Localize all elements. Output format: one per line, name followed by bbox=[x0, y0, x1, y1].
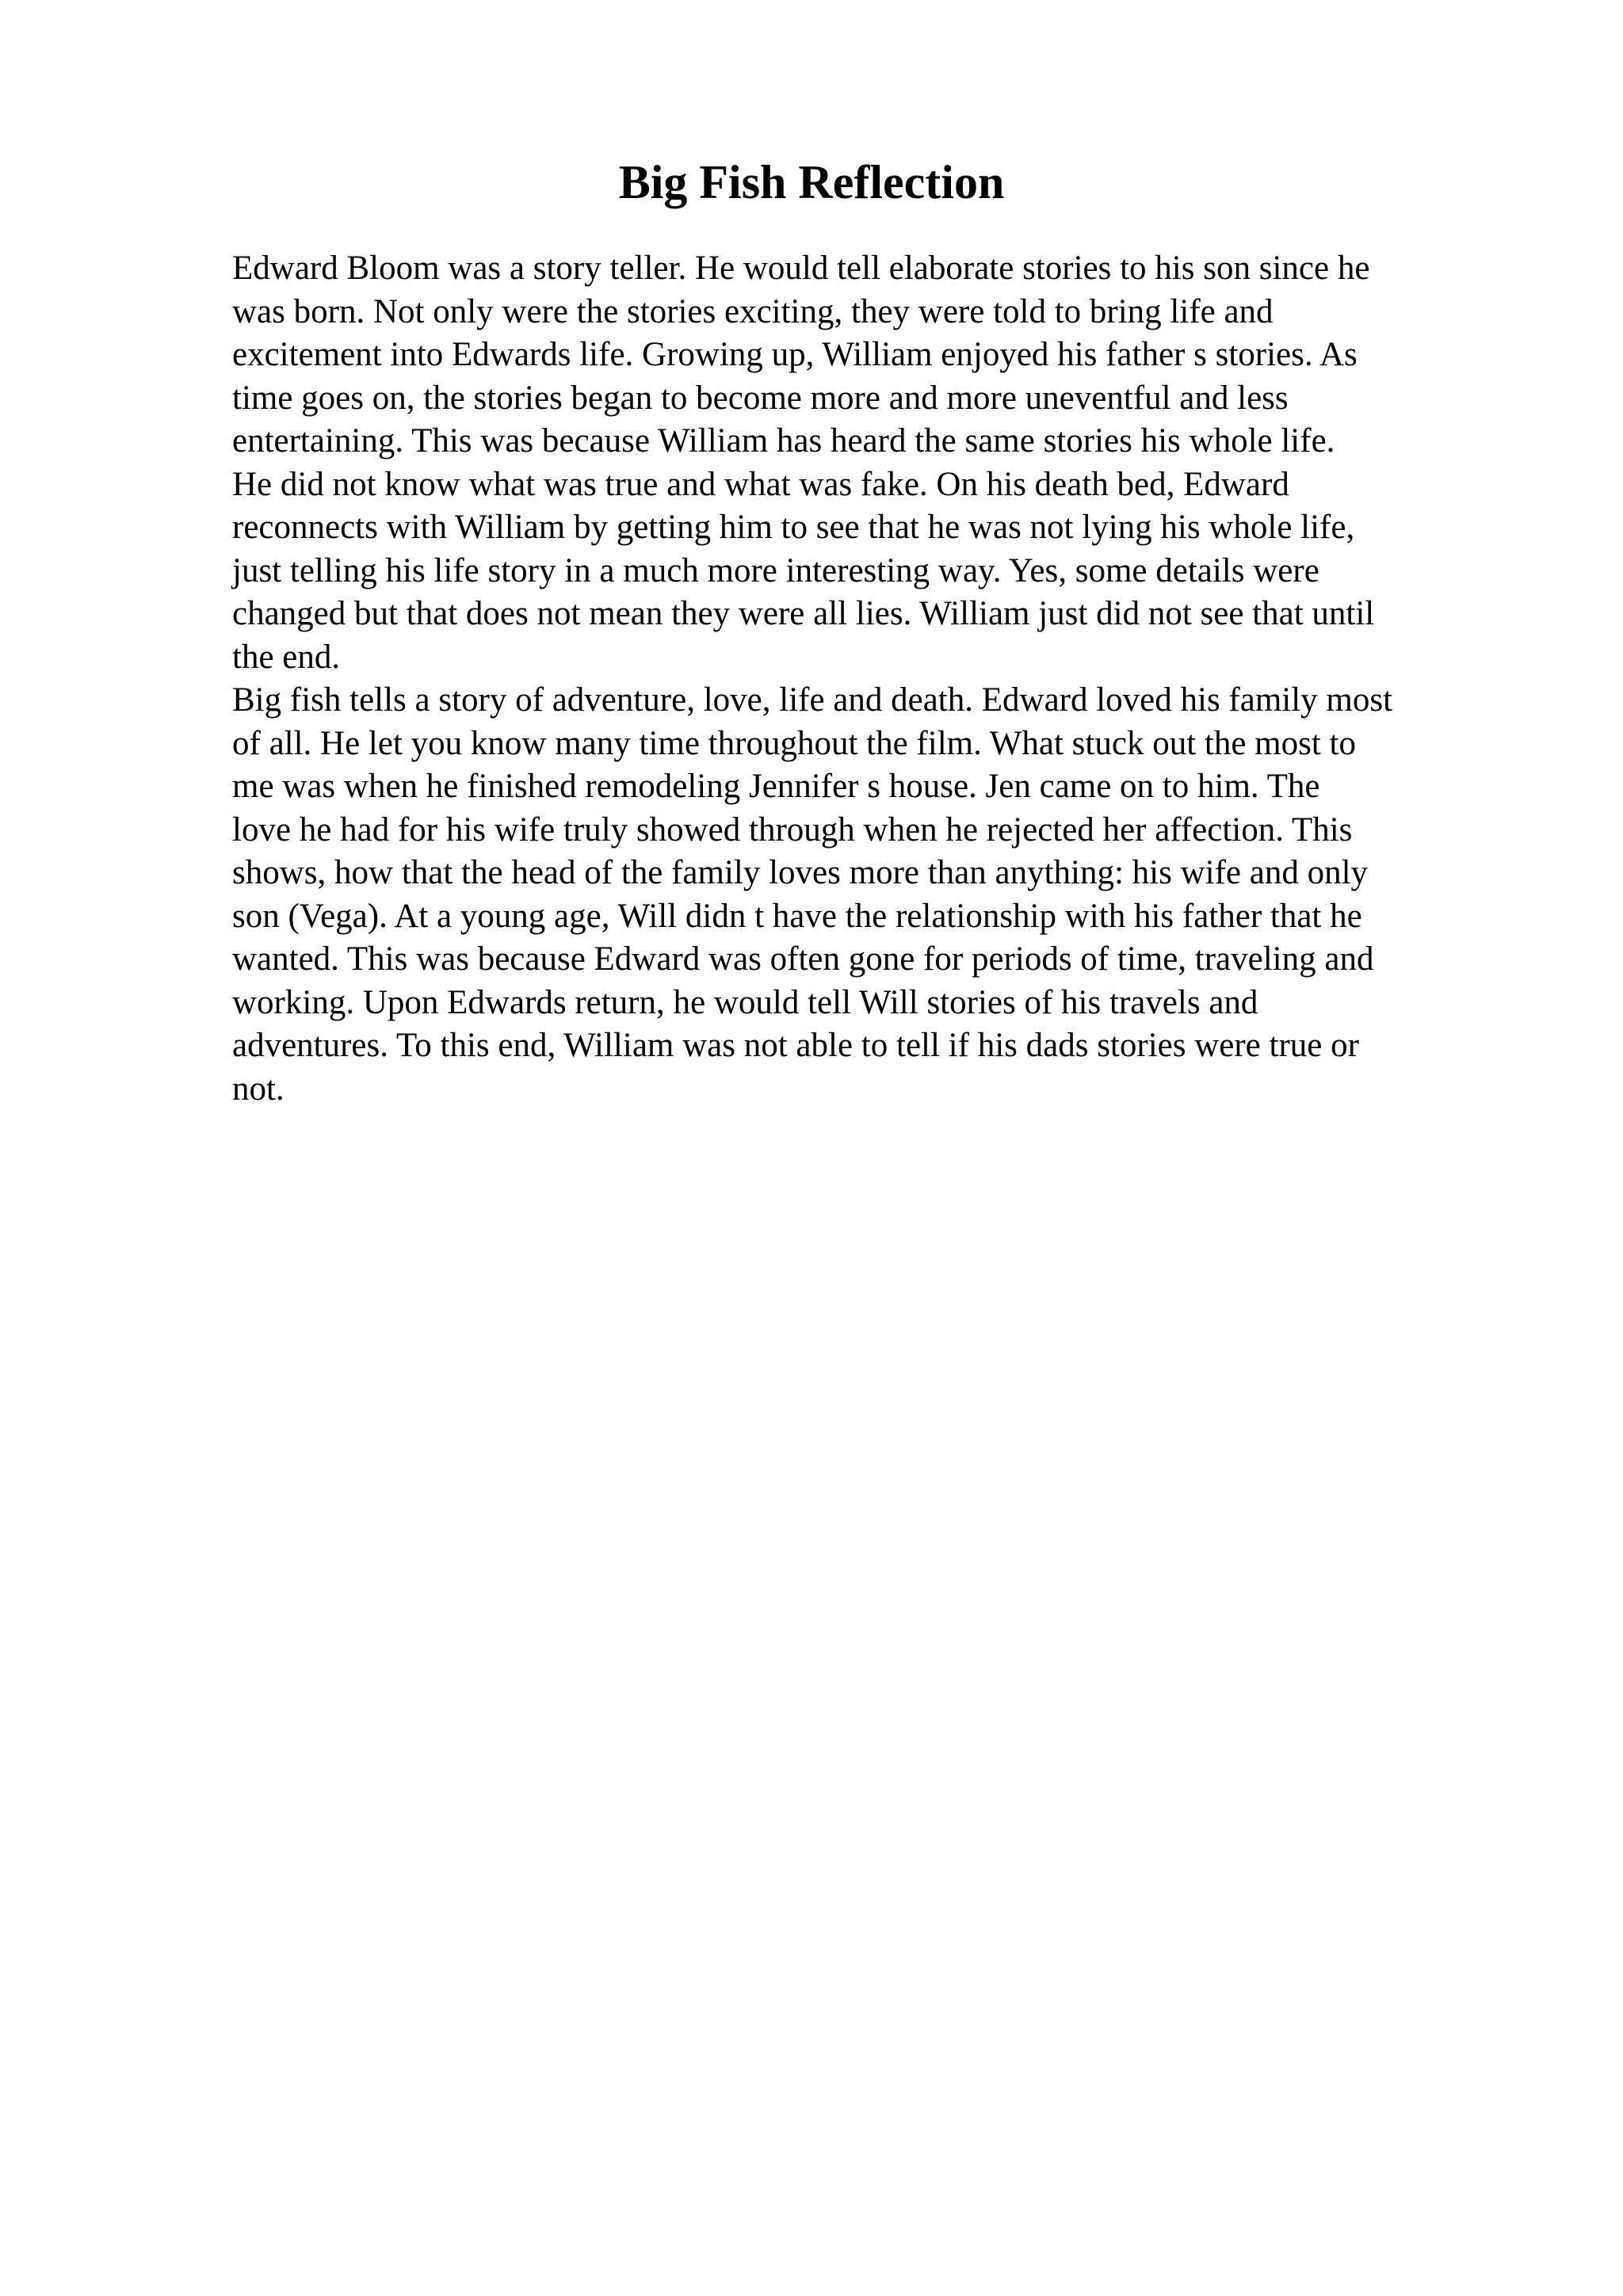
text-line: entertaining. This was because William has heard the same stories his whole life. bbox=[232, 422, 1335, 460]
text-line: of all. He let you know many time throughout the film. What stuck out the most to bbox=[232, 724, 1356, 762]
document-title: Big Fish Reflection bbox=[618, 156, 1005, 208]
text-line: working. Upon Edwards return, he would tell Will stories of his travels and bbox=[232, 983, 1258, 1021]
text-line: wanted. This was because Edward was often gone for periods of time, traveling and bbox=[232, 940, 1374, 978]
paragraph-1 bbox=[232, 247, 1500, 679]
text-line: reconnects with William by getting him to see that he was not lying his whole life, bbox=[232, 509, 1355, 546]
text-line: love he had for his wife truly showed through when he rejected her affection. This bbox=[232, 810, 1353, 849]
text-line: He did not know what was true and what was fake. On his death bed, Edward bbox=[232, 465, 1289, 503]
paragraph-2 bbox=[232, 679, 1500, 1111]
text-line: shows, how that the head of the family loves more than anything: his wife and only bbox=[232, 854, 1369, 891]
text-line: changed but that does not mean they were all lies. William just did not see that until bbox=[232, 595, 1375, 632]
text-line: was born. Not only were the stories exciting, they were told to bring life and bbox=[232, 292, 1274, 330]
text-line: excitement into Edwards life. Growing up, William enjoyed his father s stories. As bbox=[232, 336, 1358, 373]
text-line: the end. bbox=[232, 638, 341, 676]
text-line: Edward Bloom was a story teller. He would tell elaborate stories to his son since he bbox=[232, 250, 1370, 287]
text-line: just telling his life story in a much more interesting way. Yes, some details were bbox=[232, 551, 1319, 589]
document-body bbox=[232, 247, 1500, 1111]
text-line: son (Vega). At a young age, Will didn t have the relationship with his father that he bbox=[232, 897, 1362, 935]
text-line: me was when he finished remodeling Jennifer s house. Jen came on to him. The bbox=[232, 768, 1320, 805]
text-line: not. bbox=[232, 1070, 285, 1108]
text-line: Big fish tells a story of adventure, love, life and death. Edward loved his family most bbox=[232, 681, 1393, 719]
text-line: adventures. To this end, William was not able to tell if his dads stories were true or bbox=[232, 1027, 1359, 1064]
text-line: time goes on, the stories began to become more and more uneventful and less bbox=[232, 379, 1289, 417]
